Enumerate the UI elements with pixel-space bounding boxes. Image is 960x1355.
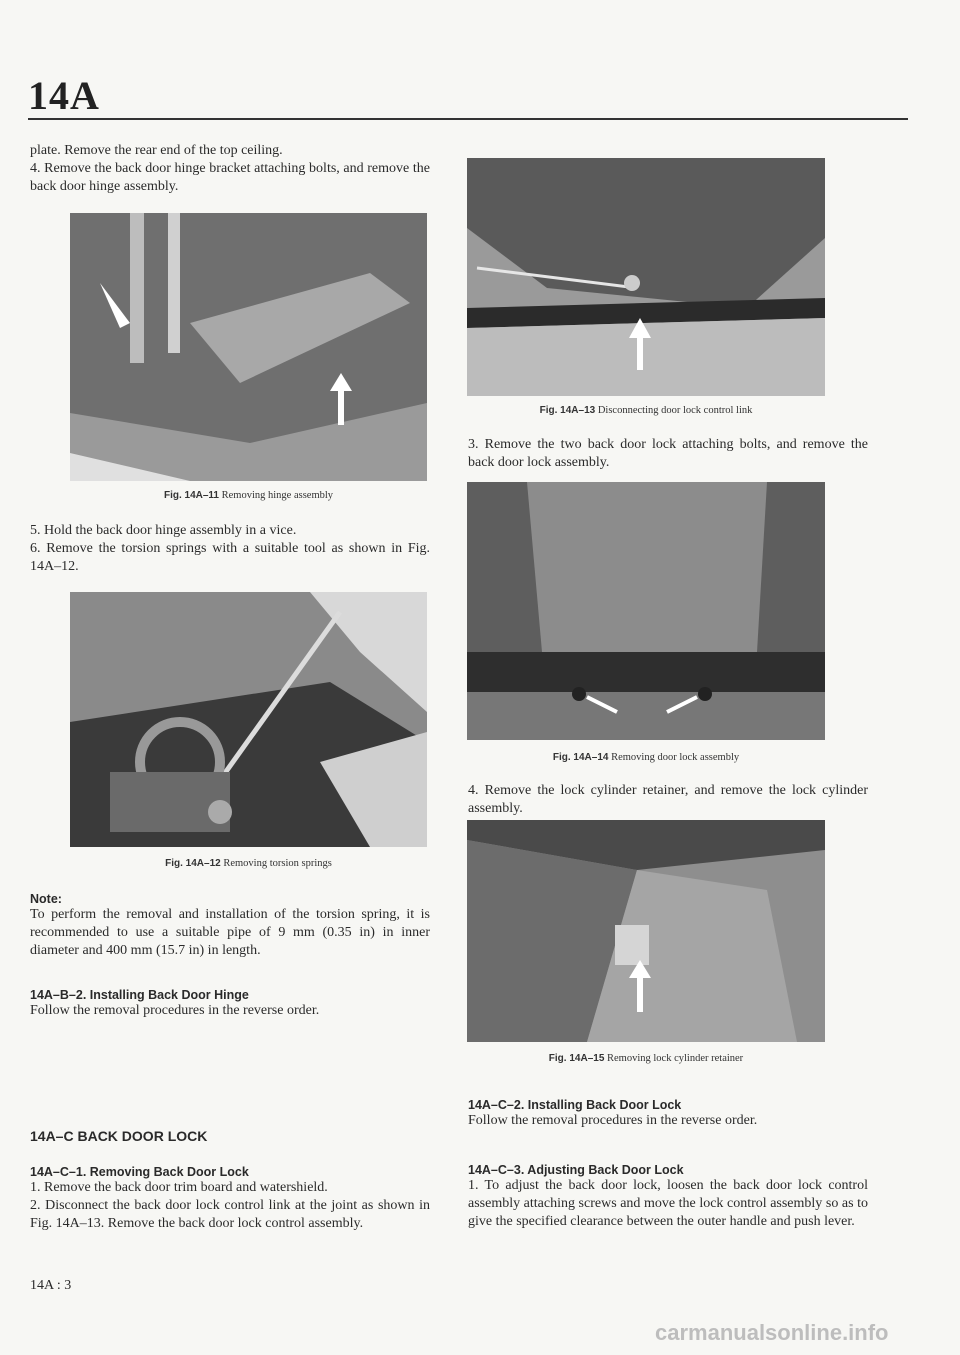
figure-14a-15-photo xyxy=(467,820,825,1042)
paragraph: Follow the removal procedures in the reverse order. xyxy=(30,1003,320,1018)
figure-14a-11-caption xyxy=(70,490,427,501)
left-steps-5-6 xyxy=(30,522,430,576)
subsection-title: 14A–C–2. Installing Back Door Lock xyxy=(468,1098,682,1112)
figure-number: Fig. 14A–15 xyxy=(548,1053,605,1064)
install-lock-block xyxy=(468,1098,868,1130)
left-intro xyxy=(30,142,430,196)
remove-lock-block xyxy=(30,1165,430,1233)
back-door-lock-section-title xyxy=(30,1128,430,1146)
right-step-4 xyxy=(468,782,868,818)
figure-number: Fig. 14A–14 xyxy=(552,752,609,763)
figure-caption: Removing lock cylinder retainer xyxy=(607,1053,744,1064)
paragraph: 4. Remove the lock cylinder retainer, and remove the lock cylinder assembly. xyxy=(468,783,868,816)
figure-14a-12-photo xyxy=(70,592,427,847)
paragraph: 3. Remove the two back door lock attaching bolts, and remove the back door lock assembly. xyxy=(468,437,868,470)
page-number: 14A : 3 xyxy=(30,1278,72,1293)
adjust-lock-block xyxy=(468,1163,868,1231)
figure-14a-13-caption xyxy=(467,405,825,416)
install-hinge-block xyxy=(30,988,430,1020)
paragraph: 5. Hold the back door hinge assembly in a vice. xyxy=(30,523,297,538)
figure-caption: Disconnecting door lock control link xyxy=(597,405,753,416)
figure-number: Fig. 14A–11 xyxy=(163,490,219,501)
figure-caption: Removing torsion springs xyxy=(223,858,332,869)
subsection-title: 14A–B–2. Installing Back Door Hinge xyxy=(30,988,249,1002)
figure-14a-14-photo xyxy=(467,482,825,740)
section-title: 14A–C BACK DOOR LOCK xyxy=(30,1128,208,1144)
note-block xyxy=(30,892,430,960)
figure-14a-12-caption xyxy=(70,858,427,869)
right-step-3 xyxy=(468,436,868,472)
figure-number: Fig. 14A–12 xyxy=(165,858,221,869)
paragraph: 1. Remove the back door trim board and watershield. xyxy=(30,1180,328,1195)
subsection-title: 14A–C–3. Adjusting Back Door Lock xyxy=(468,1163,684,1177)
subsection-title: 14A–C–1. Removing Back Door Lock xyxy=(30,1165,249,1179)
figure-14a-11-photo xyxy=(70,213,427,481)
watermark: carmanualsonline.info xyxy=(655,1320,889,1345)
note-text: To perform the removal and installation of the torsion spring, it is recommended to use a suitable pipe of 9 mm (0.35 in) in inner diameter and 400 mm (15.7 in) in length. xyxy=(30,907,430,958)
figure-caption: Removing hinge assembly xyxy=(221,490,334,501)
paragraph: 4. Remove the back door hinge bracket attaching bolts, and remove the back door hinge assembly. xyxy=(30,161,430,194)
figure-14a-13-photo xyxy=(467,158,825,396)
figure-14a-15-caption xyxy=(467,1053,825,1064)
header-rule xyxy=(28,118,908,120)
paragraph: 1. To adjust the back door lock, loosen the back door lock control assembly attaching screws and move the lock control assembly so as to give the specified clearance between the outer handle and push lever. xyxy=(468,1178,868,1229)
figure-14a-14-caption xyxy=(467,752,825,763)
paragraph: plate. Remove the rear end of the top ceiling. xyxy=(30,143,283,158)
figure-caption: Removing door lock assembly xyxy=(611,752,740,763)
paragraph: 6. Remove the torsion springs with a suitable tool as shown in Fig. 14A–12. xyxy=(30,541,430,574)
paragraph: Follow the removal procedures in the reverse order. xyxy=(468,1113,758,1128)
section-header: 14A xyxy=(28,73,100,118)
figure-number: Fig. 14A–13 xyxy=(539,405,596,416)
note-label: Note: xyxy=(30,892,62,906)
paragraph: 2. Disconnect the back door lock control link at the joint as shown in Fig. 14A–13. Remove the back door lock control assembly. xyxy=(30,1198,430,1231)
